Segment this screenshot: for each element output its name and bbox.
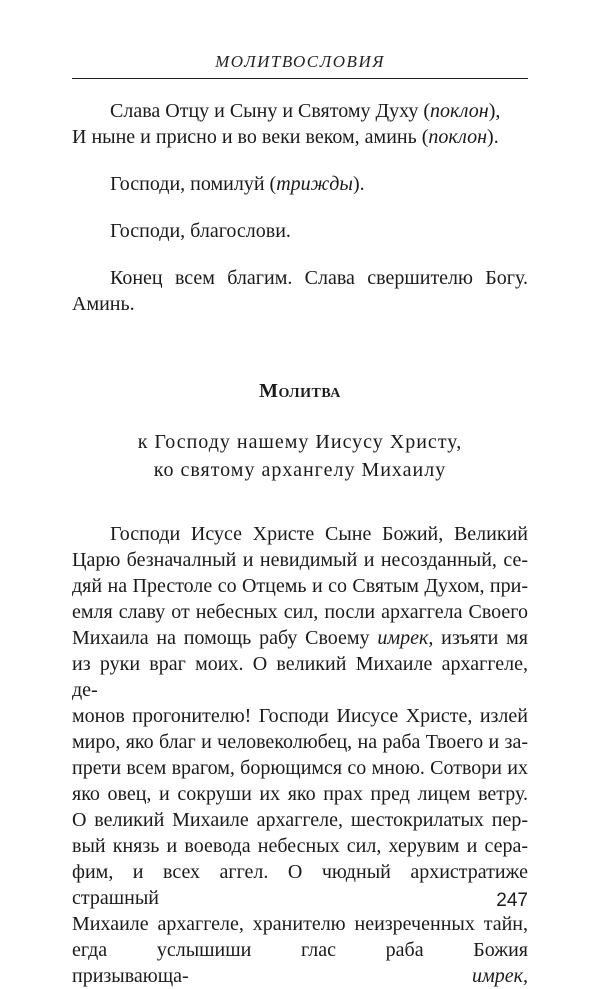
kyrie-line: Господи, помилуй (трижды). — [110, 173, 365, 195]
prayer-line: Михаиле архаггеле, хранителю неизреченных тайн, — [72, 913, 528, 935]
ending-line-2: Аминь. — [72, 293, 135, 315]
prayer-body — [72, 521, 528, 989]
doxology-line-1: Слава Отцу и Сыну и Святому Духу (поклон), — [110, 100, 501, 122]
prayer-line: из руки враг моих. О великий Михаиле архаггеле, де- — [72, 653, 528, 701]
placeholder-name: имрек, — [472, 965, 528, 987]
prayer-line: прети всем врагом, борющимся со мною. Сотвори их — [72, 757, 528, 779]
prayer-line: дяй на Престоле со Отцемь и со Святым Духом, при- — [72, 575, 528, 597]
page-number: 247 — [496, 890, 528, 911]
prayer-line: Царю безначалный и невидимый и несозданный, се- — [72, 549, 528, 571]
prayer-line: Михаила на помощь рабу Своему имрек, изъяти мя — [72, 627, 529, 649]
bless-line: Господи, благослови. — [110, 220, 291, 242]
prayer-line: яко овец, и сокруши их яко прах пред лицем ветру. — [72, 783, 528, 805]
doxology-block — [72, 98, 528, 150]
prayer-line: призывающа- имрек, — [72, 965, 528, 987]
prayer-line: емля славу от небесных сил, посли архаггела Своего — [72, 601, 528, 623]
prayer-line: Господи Исусе Христе Сыне Божий, Великий — [110, 523, 528, 545]
prayer-title: Молитва — [259, 380, 341, 402]
placeholder-name: имрек, — [377, 627, 434, 649]
prayer-line: О великий Михаиле архаггеле, шестокрилатых пер- — [72, 809, 528, 831]
prayer-subtitle: к Господу нашему Иисусу Христу, ко святому архангелу Михаилу — [137, 431, 463, 481]
prayer-line: монов прогонителю! Господи Иисусе Христе, излей — [72, 705, 528, 727]
running-header: МОЛИТВОСЛОВИЯ — [215, 52, 385, 71]
prayer-line: фим, и всех аггел. О чюдный архистратиже страшный — [72, 861, 528, 909]
header-rule — [72, 78, 528, 79]
ending-block — [72, 265, 528, 317]
ending-line-1: Конец всем благим. Слава свершителю Богу. — [110, 267, 528, 289]
prayer-line: вый князь и воевода небесных сил, херувим и сера- — [72, 835, 528, 857]
doxology-line-2: И ныне и присно и во веки веком, аминь (поклон). — [72, 126, 499, 148]
prayer-line: миро, яко благ и человеколюбец, на раба Твоего и за- — [72, 731, 528, 753]
prayer-line: егда услышиши глас раба Божия — [72, 939, 528, 961]
